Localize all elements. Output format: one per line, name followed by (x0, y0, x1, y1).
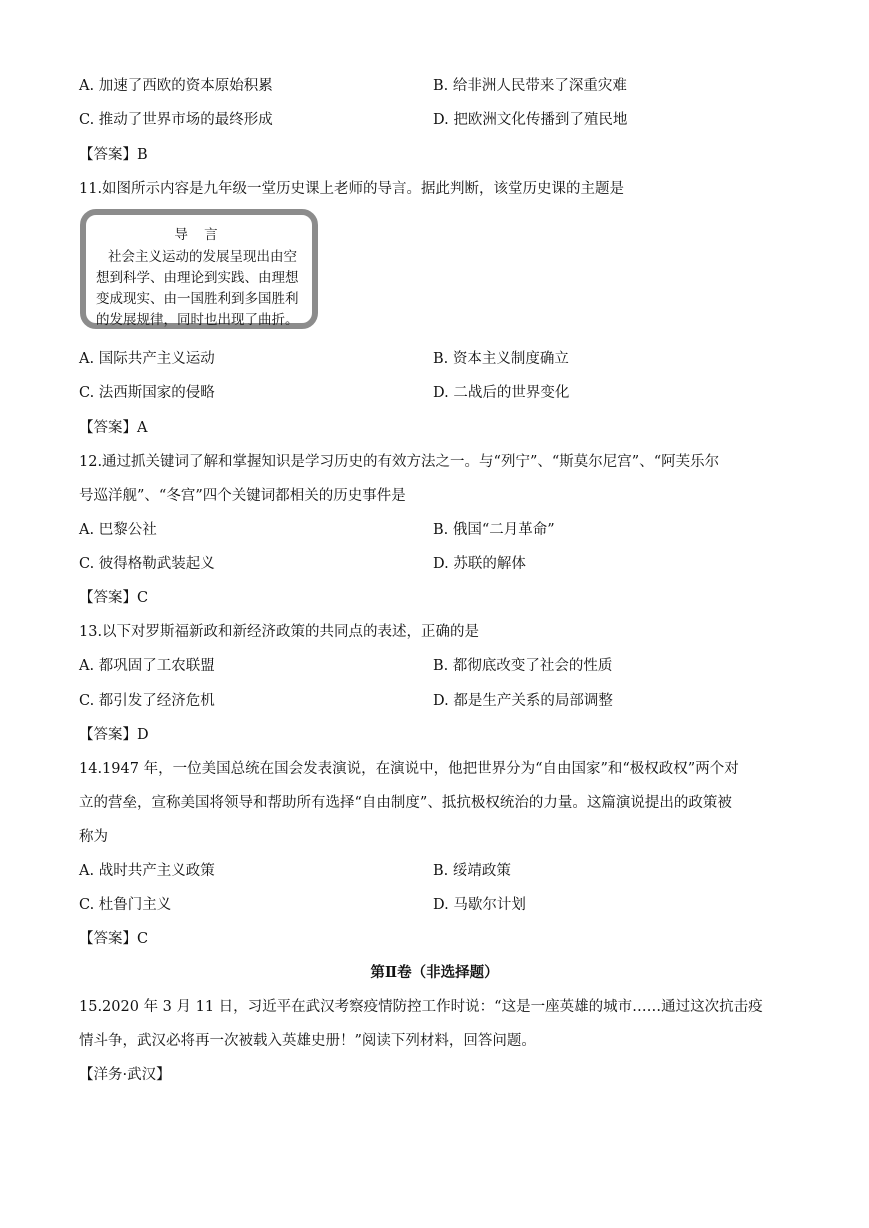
q13-stem: 13.以下对罗斯福新政和新经济政策的共同点的表述，正确的是 (79, 624, 480, 640)
section-2-title: 第Ⅱ卷（非选择题） (370, 964, 499, 981)
q12-option-d: D. 苏联的解体 (433, 556, 526, 572)
q11-answer: 【答案】A (79, 420, 148, 436)
q15-stem-line-2: 情斗争，武汉必将再一次被载入英雄史册！”阅读下列材料，回答问题。 (79, 1033, 536, 1049)
q10-option-a: A. 加速了西欧的资本原始积累 (79, 78, 273, 94)
q14-option-b: B. 绥靖政策 (433, 863, 511, 879)
q11-figure-line-1: 社会主义运动的发展呈现出由空 (108, 249, 297, 265)
q11-option-b: B. 资本主义制度确立 (433, 351, 569, 367)
q14-stem-line-3: 称为 (79, 829, 108, 845)
q10-option-b: B. 给非洲人民带来了深重灾难 (433, 78, 627, 94)
q10-option-c: C. 推动了世界市场的最终形成 (79, 112, 273, 128)
q11-figure-line-2: 想到科学、由理论到实践、由理想 (96, 270, 299, 286)
q11-option-a: A. 国际共产主义运动 (79, 351, 215, 367)
q12-stem-line-2: 号巡洋舰”、“冬宫”四个关键词都相关的历史事件是 (79, 488, 406, 504)
q15-stem-line-1: 15.2020 年 3 月 11 日，习近平在武汉考察疫情防控工作时说：“这是一座英雄的城市……通过这次抗击疫 (79, 999, 763, 1015)
q14-stem-line-2: 立的营垒，宣称美国将领导和帮助所有选择“自由制度”、抵抗极权统治的力量。这篇演说提出的政策被 (79, 795, 732, 811)
q13-answer: 【答案】D (79, 727, 149, 743)
q11-option-d: D. 二战后的世界变化 (433, 385, 570, 401)
q14-stem-line-1: 14.1947 年，一位美国总统在国会发表演说，在演说中，他把世界分为“自由国家”和“极权政权”两个对 (79, 761, 739, 777)
q10-answer: 【答案】B (79, 147, 148, 163)
q11-stem: 11.如图所示内容是九年级一堂历史课上老师的导言。据此判断，该堂历史课的主题是 (79, 181, 625, 197)
q14-option-a: A. 战时共产主义政策 (79, 863, 215, 879)
q14-option-c: C. 杜鲁门主义 (79, 897, 172, 913)
q13-option-d: D. 都是生产关系的局部调整 (433, 693, 613, 709)
q11-figure-intro-box (80, 209, 318, 329)
q12-option-c: C. 彼得格勒武装起义 (79, 556, 215, 572)
q14-answer: 【答案】C (79, 931, 149, 947)
q10-option-d: D. 把欧洲文化传播到了殖民地 (433, 112, 628, 128)
q14-option-d: D. 马歇尔计划 (433, 897, 526, 913)
q11-figure-title: 导 言 (174, 227, 224, 243)
q11-figure-line-4: 的发展规律，同时也出现了曲折。 (96, 312, 299, 328)
q12-option-b: B. 俄国“二月革命” (433, 522, 555, 538)
q15-subheading: 【洋务·武汉】 (79, 1067, 171, 1083)
q12-answer: 【答案】C (79, 590, 149, 606)
q12-option-a: A. 巴黎公社 (79, 522, 157, 538)
q13-option-a: A. 都巩固了工农联盟 (79, 658, 215, 674)
q11-figure-line-3: 变成现实、由一国胜利到多国胜利 (96, 291, 299, 307)
q13-option-c: C. 都引发了经济危机 (79, 693, 215, 709)
q13-option-b: B. 都彻底改变了社会的性质 (433, 658, 613, 674)
q11-option-c: C. 法西斯国家的侵略 (79, 385, 215, 401)
q12-stem-line-1: 12.通过抓关键词了解和掌握知识是学习历史的有效方法之一。与“列宁”、“斯莫尔尼宫”、“阿芙乐尔 (79, 454, 720, 470)
